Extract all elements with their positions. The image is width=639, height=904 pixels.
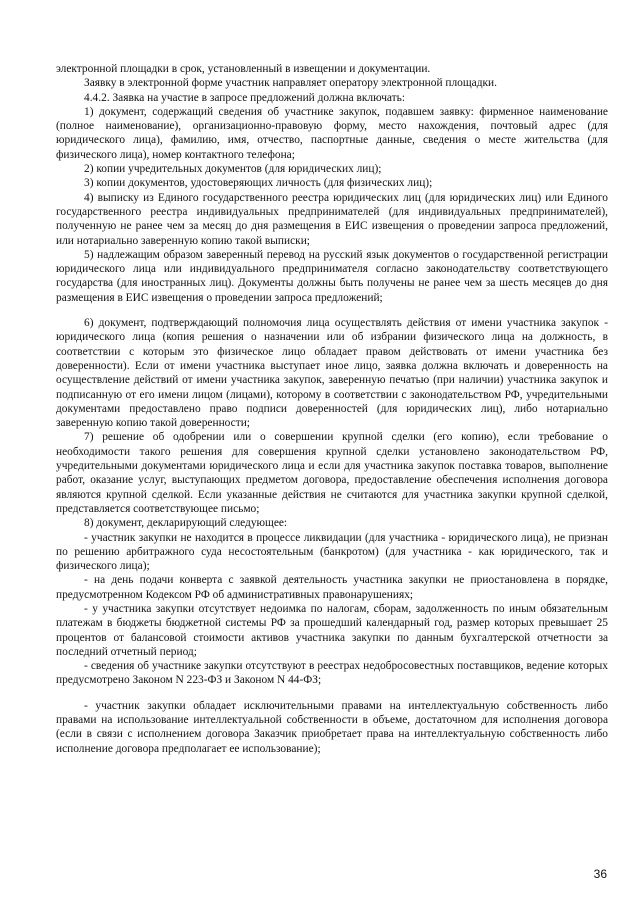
paragraph-submission: Заявку в электронной форме участник направляет оператору электронной площадки.	[84, 77, 497, 90]
list-item-1: 1) документ, содержащий сведения об участнике закупок, подавшем заявку: фирменное наименование (полное наименование), организационно-правовую форму, место нахождения, почтовый адрес (для юридического лица), фамилию, имя, отчество, паспортные данные, сведения о месте жительства (для физического лица), номер контактного телефона;	[56, 105, 608, 161]
list-item-8: 8) документ, декларирующий следующее:	[84, 517, 288, 530]
list-item-2: 2) копии учредительных документов (для юридических лиц);	[84, 163, 382, 176]
list-item-3: 3) копии документов, удостоверяющих личность (для физических лиц);	[84, 177, 433, 190]
declaration-item-liquidation: - участник закупки не находится в процессе ликвидации (для участника - юридического лица), не признан по решению арбитражного суда несостоятельным (банкротом) (для участника - как юридического, так и физического лица);	[56, 531, 608, 573]
list-item-4: 4) выписку из Единого государственного реестра юридических лиц (для юридических лиц) или Единого государственного реестра индивидуальных предпринимателей (для индивидуальных предпринимателей), полученную не ранее чем за месяц до дня размещения в ЕИС извещения о проведении запроса предложений, или нотариально заверенную копию такой выписки;	[56, 191, 608, 247]
list-item-7: 7) решение об одобрении или о совершении крупной сделки (его копию), если требование о необходимости такого решения для совершения крупной сделки установлено законодательством РФ, учредительными документами юридического лица и если для участника закупок поставка товаров, выполнение работ, оказание услуг, выступающих предметом договора, предоставление обеспечения исполнения договора являются крупной сделкой. Если указанные действия не считаются для участника закупки крупной сделкой, представляется соответствующее письмо;	[56, 431, 608, 515]
paragraph-gap	[56, 305, 608, 316]
list-item-6: 6) документ, подтверждающий полномочия лица осуществлять действия от имени участника закупок - юридического лица (копия решения о назначении или об избрании физического лица на должность, в соответствии с которым это физическое лицо обладает правом действовать от имени участника без доверенности). Если от имени участника выступает иное лицо, заявка должна включать и доверенность на осуществление действий от имени участника закупок, заверенную печатью (при наличии) участника закупок и подписанную от его имени лицом (лицами), которому в соответствии с законодательством РФ, учредительными документами предоставлено право подписи доверенностей (для юридических лиц), либо нотариально заверенную копию такой доверенности;	[56, 317, 608, 430]
section-heading-4-4-2: 4.4.2. Заявка на участие в запросе предложений должна включать:	[84, 91, 406, 104]
page-number: 36	[593, 867, 607, 881]
declaration-item-ip-rights: - участник закупки обладает исключительными правами на интеллектуальную собственность либо правами на использование интеллектуальной собственности в объеме, достаточном для исполнения договора (если в связи с исполнением договора Заказчик приобретает права на интеллектуальную собственность либо исполнение договора предполагает ее использование);	[56, 699, 608, 755]
paragraph-gap	[56, 688, 608, 699]
declaration-item-registry: - сведения об участнике закупки отсутствуют в реестрах недобросовестных поставщиков, ведение которых предусмотрено Законом N 223-ФЗ и Законом N 44-ФЗ;	[56, 660, 608, 687]
paragraph-continuation: электронной площадки в срок, установленный в извещении и документации.	[56, 63, 431, 75]
document-body	[56, 62, 608, 756]
declaration-item-suspension: - на день подачи конверта с заявкой деятельность участника закупки не приостановлена в порядке, предусмотренном Кодексом РФ об административных правонарушениях;	[56, 574, 608, 601]
list-item-5: 5) надлежащим образом заверенный перевод на русский язык документов о государственной регистрации юридического лица или индивидуального предпринимателя согласно законодательству соответствующего государства (для иностранных лиц). Документы должны быть получены не ранее чем за шесть месяцев до дня размещения в ЕИС извещения о проведении запроса предложений;	[56, 248, 608, 304]
declaration-item-arrears: - у участника закупки отсутствует недоимка по налогам, сборам, задолженность по иным обязательным платежам в бюджеты бюджетной системы РФ за прошедший календарный год, размер которых превышает 25 процентов от балансовой стоимости активов участника закупки по данным бухгалтерской отчетности за последний отчетный период;	[56, 602, 608, 658]
